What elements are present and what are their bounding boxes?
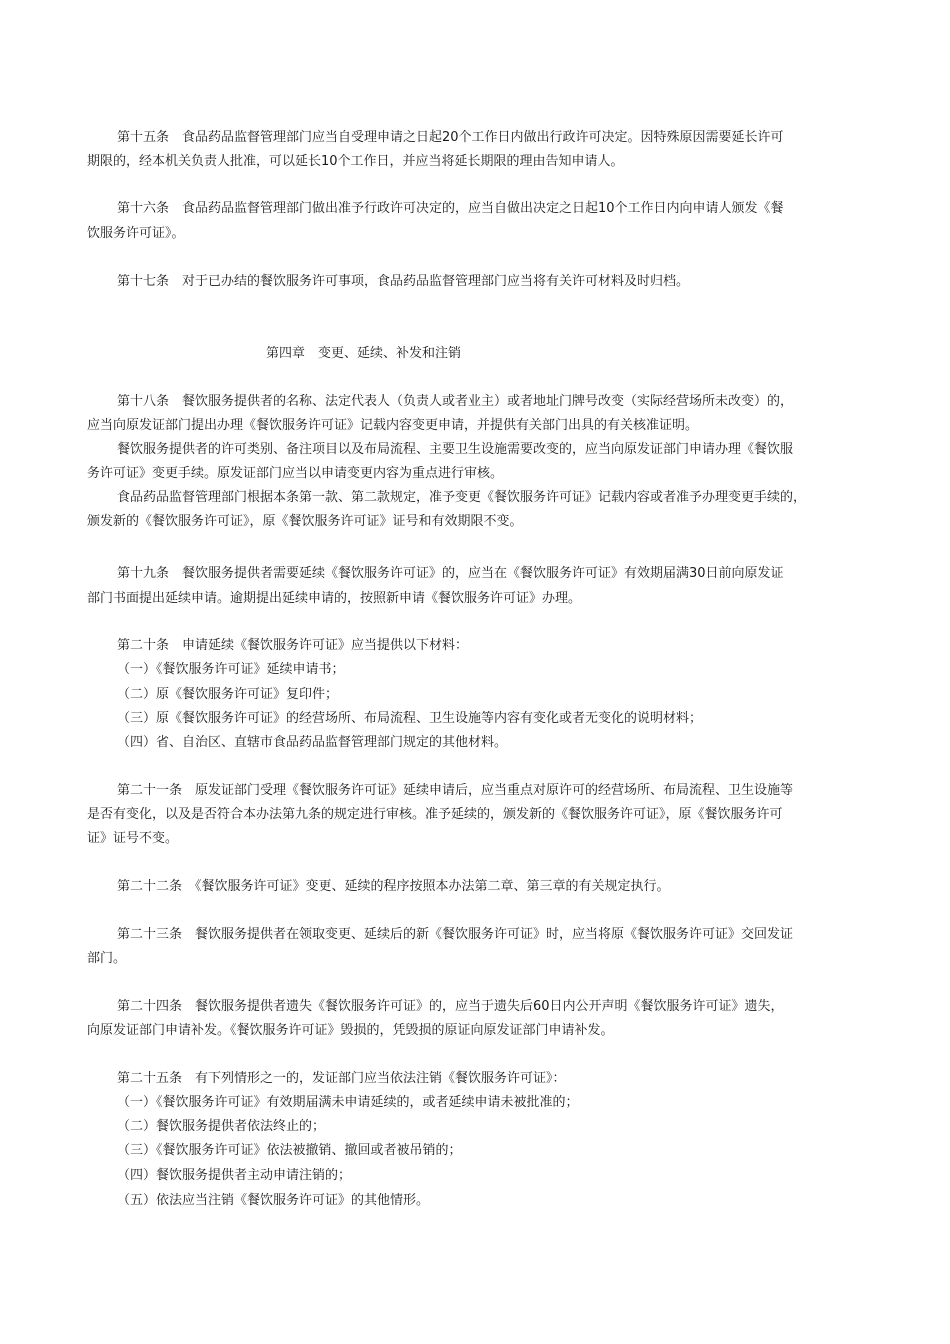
article-15-line-2: 期限的，经本机关负责人批准，可以延长10个工作日，并应当将延长期限的理由告知申请人。 xyxy=(87,154,624,169)
article-25-item-4: （四）餐饮服务提供者主动申请注销的； xyxy=(117,1168,352,1183)
article-25-item-2: （二）餐饮服务提供者依法终止的； xyxy=(117,1119,326,1134)
article-21-line-3: 证》证号不变。 xyxy=(87,831,179,846)
article-23-line-2: 部门。 xyxy=(87,951,127,966)
article-17-line-1: 第十七条 对于已办结的餐饮服务许可事项，食品药品监督管理部门应当将有关许可材料及时归档。 xyxy=(117,274,690,289)
article-18-line-1: 第十八条 餐饮服务提供者的名称、法定代表人（负责人或者业主）或者地址门牌号改变（实际经营场所未改变）的， xyxy=(117,394,794,409)
article-21-line-1: 第二十一条 原发证部门受理《餐饮服务许可证》延续申请后，应当重点对原许可的经营场所、布局流程、卫生设施等 xyxy=(117,783,794,798)
article-23-line-1: 第二十三条 餐饮服务提供者在领取变更、延续后的新《餐饮服务许可证》时，应当将原《餐饮服务许可证》交回发证 xyxy=(117,927,794,942)
article-24-line-2: 向原发证部门申请补发。《餐饮服务许可证》毁损的，凭毁损的原证向原发证部门申请补发。 xyxy=(87,1023,614,1038)
article-19-line-1: 第十九条 餐饮服务提供者需要延续《餐饮服务许可证》的，应当在《餐饮服务许可证》有效期届满30日前向原发证 xyxy=(117,566,784,581)
article-21-line-2: 是否有变化，以及是否符合本办法第九条的规定进行审核。准予延续的，颁发新的《餐饮服务许可证》，原《餐饮服务许可 xyxy=(87,807,783,822)
article-19-line-2: 部门书面提出延续申请。逾期提出延续申请的，按照新申请《餐饮服务许可证》办理。 xyxy=(87,591,582,606)
article-20-item-4: （四）省、自治区、直辖市食品药品监督管理部门规定的其他材料。 xyxy=(117,735,508,750)
article-18-line-6: 颁发新的《餐饮服务许可证》，原《餐饮服务许可证》证号和有效期限不变。 xyxy=(87,514,523,529)
article-25-item-1: （一）《餐饮服务许可证》有效期届满未申请延续的，或者延续申请未被批准的； xyxy=(117,1095,579,1110)
article-25-item-5: （五）依法应当注销《餐饮服务许可证》的其他情形。 xyxy=(117,1193,430,1208)
article-25-line-1: 第二十五条 有下列情形之一的，发证部门应当依法注销《餐饮服务许可证》： xyxy=(117,1071,566,1086)
article-16-line-1: 第十六条 食品药品监督管理部门做出准予行政许可决定的，应当自做出决定之日起10个工作日内向申请人颁发《餐 xyxy=(117,201,784,216)
chapter-4-title: 第四章 变更、延续、补发和注销 xyxy=(266,346,462,361)
article-20-line-1: 第二十条 申请延续《餐饮服务许可证》应当提供以下材料： xyxy=(117,638,469,653)
article-18-line-3: 餐饮服务提供者的许可类别、备注项目以及布局流程、主要卫生设施需要改变的，应当向原发证部门申请办理《餐饮服 xyxy=(117,442,794,457)
article-20-item-1: （一）《餐饮服务许可证》延续申请书； xyxy=(117,662,345,677)
article-25-item-3: （三）《餐饮服务许可证》依法被撤销、撤回或者被吊销的； xyxy=(117,1143,462,1158)
article-22-line-1: 第二十二条 《餐饮服务许可证》变更、延续的程序按照本办法第二章、第三章的有关规定执行。 xyxy=(117,879,670,894)
article-15-line-1: 第十五条 食品药品监督管理部门应当自受理申请之日起20个工作日内做出行政许可决定。因特殊原因需要延长许可 xyxy=(117,130,784,145)
article-20-item-3: （三）原《餐饮服务许可证》的经营场所、布局流程、卫生设施等内容有变化或者无变化的说明材料； xyxy=(117,711,703,726)
article-20-item-2: （二）原《餐饮服务许可证》复印件； xyxy=(117,687,339,702)
article-18-line-5: 食品药品监督管理部门根据本条第一款、第二款规定，准予变更《餐饮服务许可证》记载内容或者准予办理变更手续的， xyxy=(117,490,807,505)
article-16-line-2: 饮服务许可证》。 xyxy=(87,226,185,241)
article-18-line-2: 应当向原发证部门提出办理《餐饮服务许可证》记载内容变更申请，并提供有关部门出具的有关核准证明。 xyxy=(87,418,699,433)
article-18-line-4: 务许可证》变更手续。原发证部门应当以申请变更内容为重点进行审核。 xyxy=(87,466,504,481)
article-24-line-1: 第二十四条 餐饮服务提供者遗失《餐饮服务许可证》的，应当于遗失后60日内公开声明《餐饮服务许可证》遗失， xyxy=(117,999,784,1014)
